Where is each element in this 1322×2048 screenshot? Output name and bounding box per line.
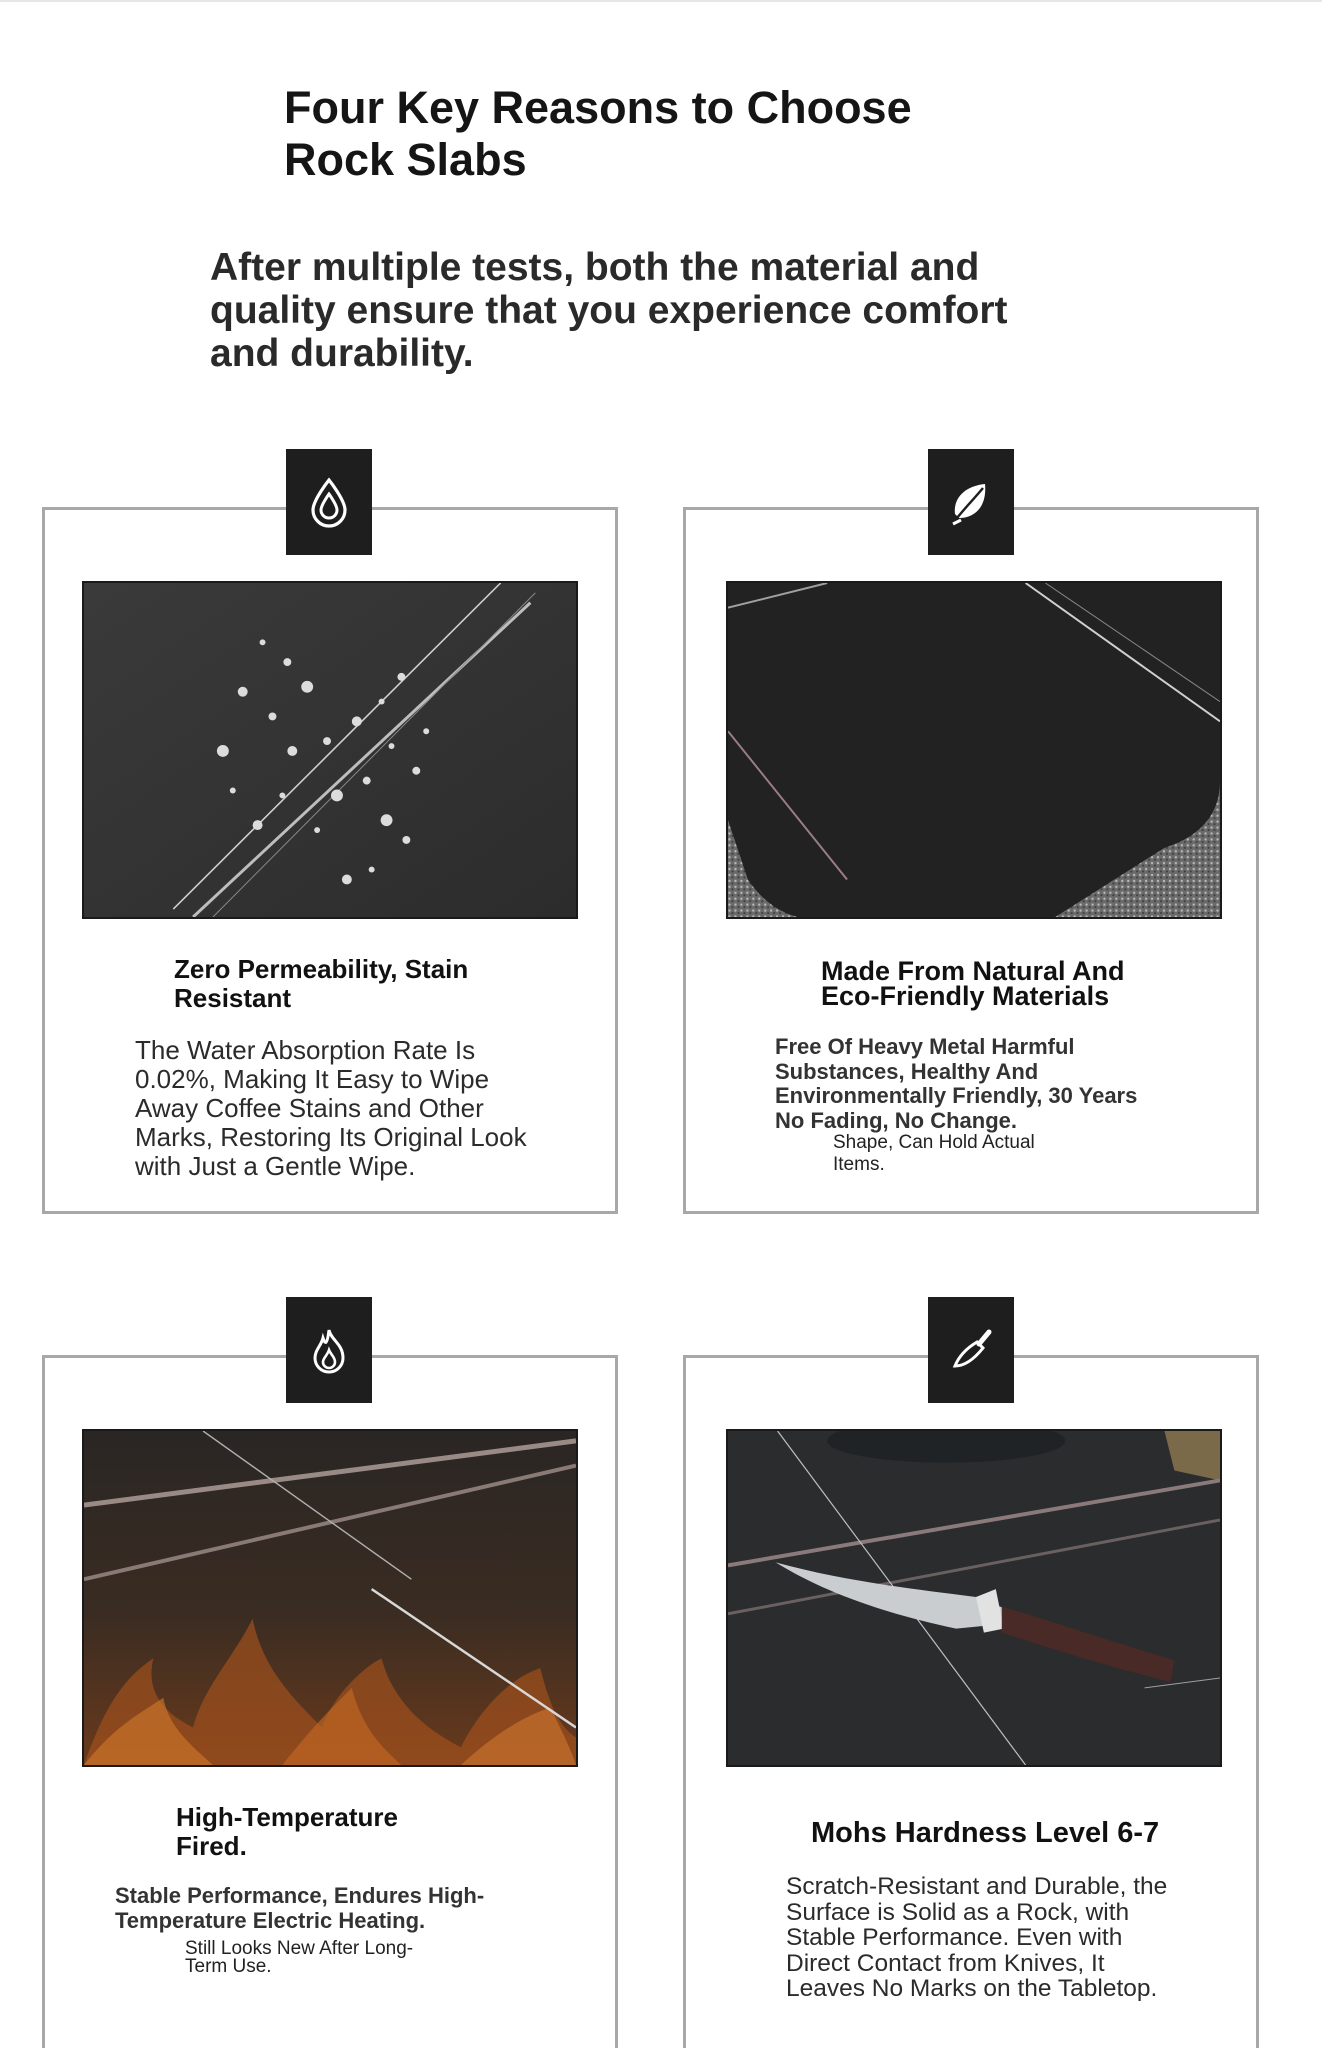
knife-icon (943, 1322, 999, 1378)
card-4-heading: Mohs Hardness Level 6-7 (811, 1817, 1160, 1849)
leaf-icon (943, 474, 999, 530)
flame-icon (301, 1322, 357, 1378)
page-subtitle: After multiple tests, both the material and quality ensure that you experience comfort and durability. (210, 246, 1008, 375)
water-drop-icon (301, 474, 357, 530)
card-3-description: Stable Performance, Endures High-Temperature Electric Heating. (115, 1883, 485, 1933)
water-drops-photo (82, 581, 578, 919)
page-title: Four Key Reasons to Choose Rock Slabs (284, 82, 912, 185)
knife-icon-badge (928, 1297, 1014, 1403)
rounded-tabletop-photo (726, 581, 1222, 919)
top-divider (0, 0, 1322, 2)
card-2-description: Free Of Heavy Metal Harmful Substances, Healthy And Environmentally Friendly, 30 Years No Fading, No Change. (775, 1034, 1138, 1133)
leaf-icon-badge (928, 449, 1014, 555)
card-3-heading: High-Temperature Fired. (176, 1802, 398, 1861)
water-drop-icon-badge (286, 449, 372, 555)
card-1-description: The Water Absorption Rate Is 0.02%, Making It Easy to Wipe Away Coffee Stains and Other Marks, Restoring Its Original Look with Just a Gentle Wipe. (135, 1035, 527, 1181)
flame-surface-photo (82, 1429, 578, 1767)
knife-on-slab-photo (726, 1429, 1222, 1767)
card-3-note: Still Looks New After Long-Term Use. (185, 1938, 414, 1977)
flame-icon-badge (286, 1297, 372, 1403)
card-2-heading: Made From Natural And Eco-Friendly Materials (821, 956, 1125, 1011)
card-1-heading: Zero Permeability, Stain Resistant (174, 954, 469, 1013)
card-4-description: Scratch-Resistant and Durable, the Surface is Solid as a Rock, with Stable Performance. Even with Direct Contact from Knives, It Leaves No Marks on the Tabletop. (786, 1873, 1168, 2002)
card-2-note: Shape, Can Hold Actual Items. (833, 1132, 1035, 1175)
